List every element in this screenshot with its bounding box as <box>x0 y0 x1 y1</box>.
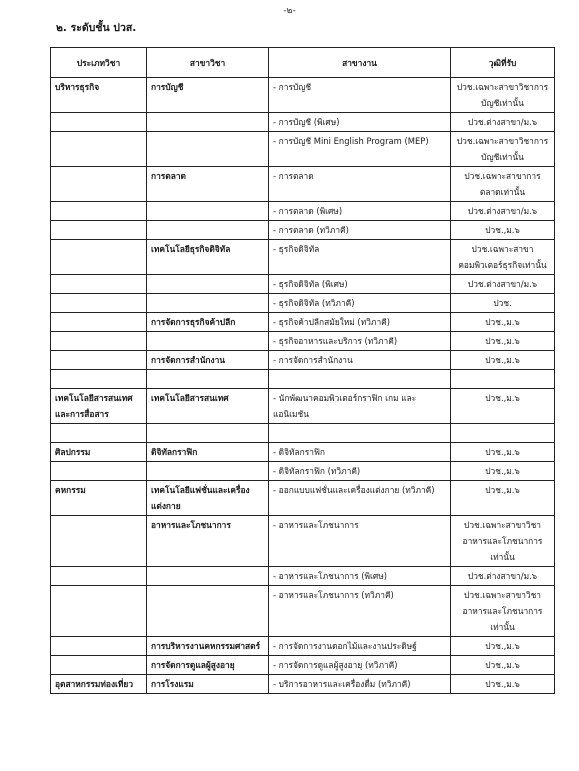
cell-subject: เทคโนโลยีแฟชั่นและเครื่องแต่งกาย <box>147 481 269 516</box>
cell-type <box>51 462 147 481</box>
cell-subject: การตลาด <box>147 167 269 202</box>
table-row <box>51 132 555 167</box>
cell-qualification: ปวช.เฉพาะสาขาวิชาอาหารและโภชนาการเท่านั้น <box>451 516 555 567</box>
cell-field: - นักพัฒนาคอมพิวเตอร์กราฟิก เกม และแอนิเมชัน <box>269 389 451 424</box>
cell-subject: การจัดการสำนักงาน <box>147 351 269 370</box>
table-row <box>51 656 555 675</box>
cell-subject <box>147 567 269 586</box>
cell-subject <box>147 275 269 294</box>
table-row <box>51 313 555 332</box>
cell-qualification: ปวช.เฉพาะสาขาคอมพิวเตอร์ธุรกิจเท่านั้น <box>451 240 555 275</box>
table-row <box>51 202 555 221</box>
cell-field: - ดิจิทัลกราฟิก (ทวิภาคี) <box>269 462 451 481</box>
table-row <box>51 332 555 351</box>
cell-type <box>51 567 147 586</box>
cell-field: - การจัดการดูแลผู้สูงอายุ (ทวิภาคี) <box>269 656 451 675</box>
cell-field: - การบัญชี Mini English Program (MEP) <box>269 132 451 167</box>
table-row <box>51 424 555 443</box>
cell-type <box>51 294 147 313</box>
cell-type <box>51 586 147 637</box>
cell-qualification: ปวช.,ม.๖ <box>451 221 555 240</box>
table-row <box>51 294 555 313</box>
cell-field: - ธุรกิจดิจิทัล <box>269 240 451 275</box>
cell-subject <box>147 202 269 221</box>
cell-field: - ธุรกิจค้าปลีกสมัยใหม่ (ทวิภาคี) <box>269 313 451 332</box>
cell-type <box>51 132 147 167</box>
cell-qualification: ปวช.,ม.๖ <box>451 637 555 656</box>
cell-field <box>269 424 451 443</box>
table-row <box>51 586 555 637</box>
cell-field: - ออกแบบแฟชั่นและเครื่องแต่งกาย (ทวิภาคี) <box>269 481 451 516</box>
cell-subject <box>147 586 269 637</box>
cell-qualification: ปวช.ต่างสาขา/ม.๖ <box>451 113 555 132</box>
cell-type: บริหารธุรกิจ <box>51 78 147 113</box>
cell-subject: เทคโนโลยีสารสนเทศ <box>147 389 269 424</box>
cell-qualification: ปวช.เฉพาะสาขาการตลาดเท่านั้น <box>451 167 555 202</box>
table-row <box>51 389 555 424</box>
cell-qualification: ปวช.,ม.๖ <box>451 313 555 332</box>
cell-qualification: ปวช.ต่างสาขา/ม.๖ <box>451 567 555 586</box>
table-row <box>51 462 555 481</box>
cell-qualification: ปวช.เฉพาะสาขาวิชาการบัญชีเท่านั้น <box>451 132 555 167</box>
cell-field: - อาหารและโภชนาการ <box>269 516 451 567</box>
cell-type <box>51 240 147 275</box>
cell-field: - การตลาด (ทวิภาคี) <box>269 221 451 240</box>
cell-subject <box>147 132 269 167</box>
cell-type: คหกรรม <box>51 481 147 516</box>
cell-subject: เทคโนโลยีธุรกิจดิจิทัล <box>147 240 269 275</box>
cell-type: อุตสาหกรรมท่องเที่ยว <box>51 675 147 694</box>
cell-type <box>51 275 147 294</box>
cell-qualification: ปวช. <box>451 294 555 313</box>
cell-subject <box>147 294 269 313</box>
cell-type <box>51 516 147 567</box>
cell-qualification: ปวช.,ม.๖ <box>451 656 555 675</box>
admission-table <box>50 47 555 694</box>
cell-subject: การจัดการธุรกิจค้าปลีก <box>147 313 269 332</box>
cell-field: - การตลาด <box>269 167 451 202</box>
cell-field: - บริการอาหารและเครื่องดื่ม (ทวิภาคี) <box>269 675 451 694</box>
cell-qualification: ปวช.,ม.๖ <box>451 332 555 351</box>
cell-type <box>51 202 147 221</box>
cell-type <box>51 370 147 389</box>
table-body <box>51 78 555 694</box>
cell-field: - อาหารและโภชนาการ (ทวิภาคี) <box>269 586 451 637</box>
cell-field: - การบัญชี (พิเศษ) <box>269 113 451 132</box>
cell-qualification <box>451 370 555 389</box>
cell-subject <box>147 221 269 240</box>
header-type: ประเภทวิชา <box>51 48 147 78</box>
cell-subject: การจัดการดูแลผู้สูงอายุ <box>147 656 269 675</box>
table-header-row <box>51 48 555 78</box>
header-qualification: วุฒิที่รับ <box>451 48 555 78</box>
cell-qualification <box>451 424 555 443</box>
cell-type <box>51 351 147 370</box>
cell-qualification: ปวช.ต่างสาขา/ม.๖ <box>451 202 555 221</box>
table-row <box>51 113 555 132</box>
cell-field: - การตลาด (พิเศษ) <box>269 202 451 221</box>
cell-type <box>51 656 147 675</box>
cell-qualification: ปวช.,ม.๖ <box>451 481 555 516</box>
cell-field: - ธุรกิจดิจิทัล (ทวิภาคี) <box>269 294 451 313</box>
cell-type <box>51 424 147 443</box>
cell-subject: ดิจิทัลกราฟิก <box>147 443 269 462</box>
header-field: สาขางาน <box>269 48 451 78</box>
cell-qualification: ปวช.ต่างสาขา/ม.๖ <box>451 275 555 294</box>
cell-type <box>51 167 147 202</box>
header-subject: สาขาวิชา <box>147 48 269 78</box>
table-row <box>51 240 555 275</box>
cell-qualification: ปวช.,ม.๖ <box>451 351 555 370</box>
cell-qualification: ปวช.,ม.๖ <box>451 675 555 694</box>
table-row <box>51 516 555 567</box>
cell-type <box>51 113 147 132</box>
cell-type: เทคโนโลยีสารสนเทศและการสื่อสาร <box>51 389 147 424</box>
cell-subject: การบริหารงานคหกรรมศาสตร์ <box>147 637 269 656</box>
cell-type <box>51 221 147 240</box>
table-row <box>51 167 555 202</box>
cell-type: ศิลปกรรม <box>51 443 147 462</box>
cell-subject <box>147 113 269 132</box>
cell-type <box>51 637 147 656</box>
cell-subject: การโรงแรม <box>147 675 269 694</box>
table-row <box>51 275 555 294</box>
page-number: -๒- <box>283 6 296 16</box>
table-row <box>51 481 555 516</box>
cell-subject: การบัญชี <box>147 78 269 113</box>
cell-qualification: ปวช.,ม.๖ <box>451 462 555 481</box>
section-title: ๒. ระดับชั้น ปวส. <box>56 22 137 34</box>
cell-type <box>51 332 147 351</box>
cell-subject: อาหารและโภชนาการ <box>147 516 269 567</box>
cell-field: - ดิจิทัลกราฟิก <box>269 443 451 462</box>
cell-type <box>51 313 147 332</box>
cell-field <box>269 370 451 389</box>
cell-field: - ธุรกิจอาหารและบริการ (ทวิภาคี) <box>269 332 451 351</box>
cell-subject <box>147 332 269 351</box>
cell-qualification: ปวช.,ม.๖ <box>451 443 555 462</box>
table-row <box>51 443 555 462</box>
table-row <box>51 675 555 694</box>
table-row <box>51 78 555 113</box>
cell-field: - การจัดการสำนักงาน <box>269 351 451 370</box>
table-row <box>51 370 555 389</box>
cell-qualification: ปวช.เฉพาะสาขาวิชาการบัญชีเท่านั้น <box>451 78 555 113</box>
cell-subject <box>147 462 269 481</box>
cell-field: - อาหารและโภชนาการ (พิเศษ) <box>269 567 451 586</box>
cell-qualification: ปวช.,ม.๖ <box>451 389 555 424</box>
cell-subject <box>147 424 269 443</box>
cell-subject <box>147 370 269 389</box>
cell-qualification: ปวช.เฉพาะสาขาวิชาอาหารและโภชนาการเท่านั้น <box>451 586 555 637</box>
table-row <box>51 351 555 370</box>
table-row <box>51 567 555 586</box>
cell-field: - การจัดการงานดอกไม้และงานประดิษฐ์ <box>269 637 451 656</box>
cell-field: - ธุรกิจดิจิทัล (พิเศษ) <box>269 275 451 294</box>
cell-field: - การบัญชี <box>269 78 451 113</box>
table-row <box>51 637 555 656</box>
table-row <box>51 221 555 240</box>
